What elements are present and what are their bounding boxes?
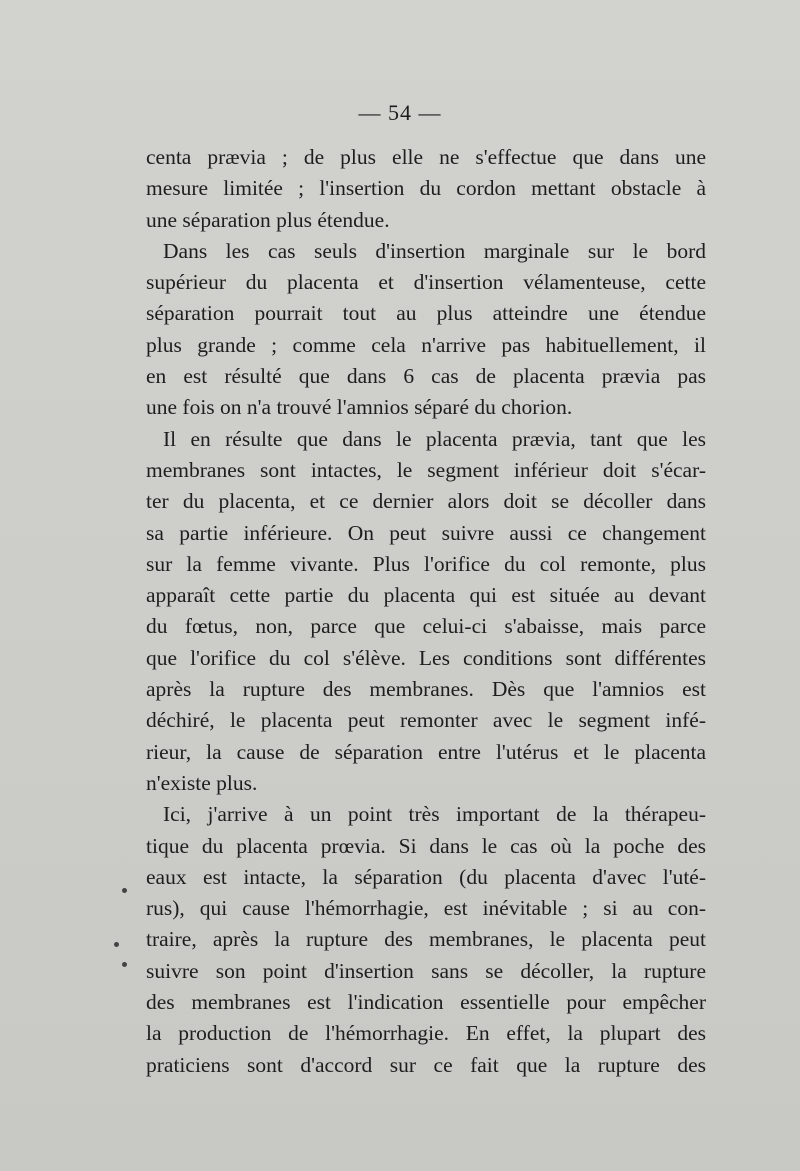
text-line: du fœtus, non, parce que celui-ci s'abaisse, mais parce (146, 614, 706, 639)
text-line: sur la femme vivante. Plus l'orifice du col remonte, plus (146, 551, 706, 576)
text-line: que l'orifice du col s'élève. Les conditions sont différentes (146, 645, 706, 670)
page-number: — 54 — (358, 100, 442, 125)
text-line: centa prævia ; de plus elle ne s'effectue que dans une (146, 145, 706, 169)
text-line: des membranes est l'indication essentielle pour empêcher (146, 990, 706, 1015)
text-line: apparaît cette partie du placenta qui est située au devant (146, 583, 706, 608)
text-line: traire, après la rupture des membranes, le placenta peut (146, 927, 706, 952)
text-line: séparation pourrait tout au plus atteindre une étendue (146, 301, 706, 326)
text-line: plus grande ; comme cela n'arrive pas habituellement, il (146, 332, 706, 357)
text-line: en est résulté que dans 6 cas de placenta prævia pas (146, 364, 706, 389)
text-line: rus), qui cause l'hémorrhagie, est inévitable ; si au con- (146, 896, 706, 921)
text-line: déchiré, le placenta peut remonter avec le segment infé- (146, 708, 706, 733)
text-line: rieur, la cause de séparation entre l'utérus et le placenta (146, 739, 706, 764)
text-line: eaux est intacte, la séparation (du placenta d'avec l'uté- (146, 864, 706, 889)
body-text (146, 142, 706, 1081)
text-line: la production de l'hémorrhagie. En effet, la plupart des (146, 1021, 706, 1046)
text-line: Ici, j'arrive à un point très important de la thérapeu- (163, 802, 706, 827)
text-line: supérieur du placenta et d'insertion vélamenteuse, cette (146, 270, 706, 295)
margin-dot (122, 962, 127, 967)
text-line: Dans les cas seuls d'insertion marginale sur le bord (163, 238, 706, 263)
margin-dot (122, 888, 127, 893)
text-line: après la rupture des membranes. Dès que l'amnios est (146, 677, 706, 702)
text-line: praticiens sont d'accord sur ce fait que la rupture des (146, 1052, 706, 1077)
text-line: membranes sont intactes, le segment inférieur doit s'écar- (146, 457, 706, 482)
text-line: mesure limitée ; l'insertion du cordon mettant obstacle à (146, 176, 706, 201)
text-line: ter du placenta, et ce dernier alors doit se décoller dans (146, 489, 706, 514)
text-line: n'existe plus. (146, 770, 258, 795)
text-line: suivre son point d'insertion sans se décoller, la rupture (146, 958, 706, 983)
text-line: tique du placenta prœvia. Si dans le cas où la poche des (146, 833, 706, 858)
text-line: sa partie inférieure. On peut suivre aussi ce changement (146, 520, 706, 545)
margin-dot (114, 942, 119, 947)
text-line: Il en résulte que dans le placenta prævia, tant que les (163, 426, 706, 451)
text-line: une séparation plus étendue. (146, 207, 390, 232)
text-line: une fois on n'a trouvé l'amnios séparé du chorion. (146, 395, 573, 420)
